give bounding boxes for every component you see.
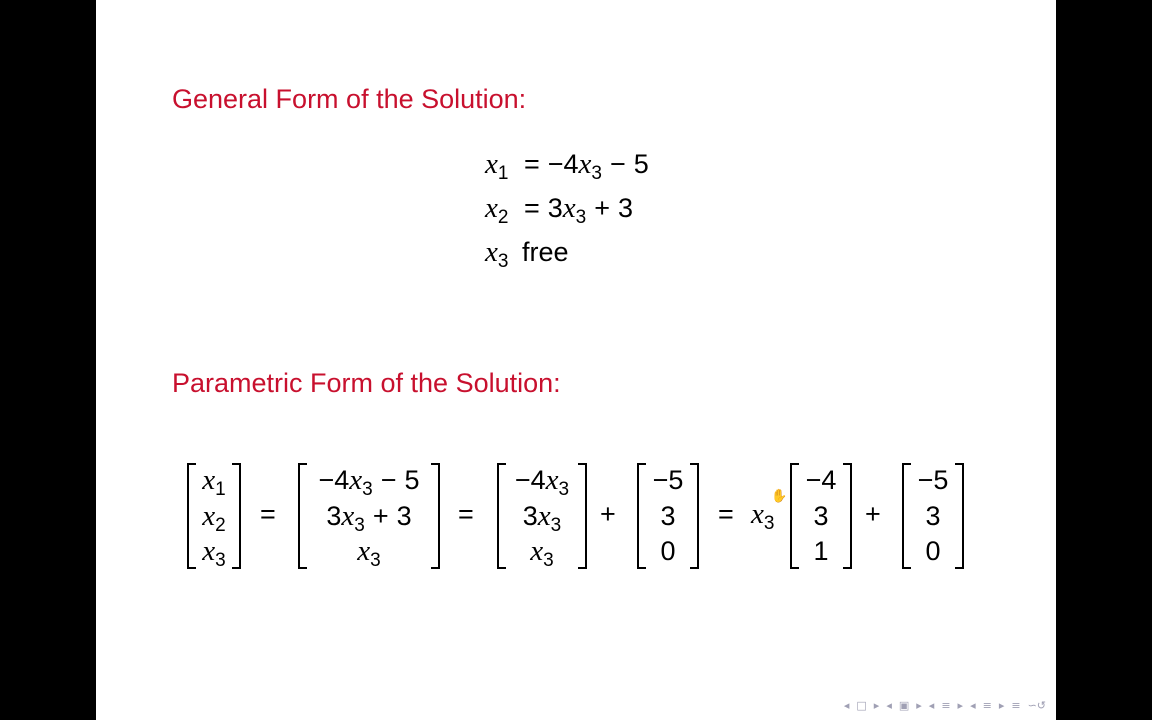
heading-parametric-form: Parametric Form of the Solution: — [172, 368, 561, 398]
equals-sign: = — [458, 499, 474, 529]
constant: 5 — [633, 149, 649, 179]
prev-part-icon[interactable]: ◂ — [970, 699, 976, 712]
matrix-general-solution: $-4x_3 - 5$ $3x_3 + 3$ $x_3$ — [298, 463, 440, 569]
matrix-particular-vector: −5 3 0 — [902, 463, 964, 569]
prev-subsection-icon[interactable]: ◂ — [886, 699, 892, 712]
scalar-x3: $x_3$ — [751, 498, 775, 534]
equation-line-2 — [485, 192, 633, 229]
equation-line-1 — [485, 148, 649, 185]
frame-icon[interactable]: □ — [856, 699, 867, 712]
coefficient: 3 — [547, 193, 563, 223]
navigation-bar — [844, 699, 1046, 712]
next-part-icon[interactable]: ▸ — [998, 699, 1005, 712]
matrix-x3-terms: $-4x_3$ $3x_3$ $x_3$ — [497, 463, 587, 569]
var-x1: $x_1$ — [485, 148, 509, 184]
heading-general-form: General Form of the Solution: — [172, 84, 527, 114]
var-x3: $x_3$ — [562, 192, 587, 228]
var-x3: $x_3$ — [485, 236, 509, 272]
align-icon[interactable]: ≡ — [1011, 699, 1021, 712]
equation-line-3 — [485, 236, 569, 273]
var-x3: $x_3$ — [578, 148, 602, 184]
prev-frame-icon[interactable]: ◂ — [843, 699, 850, 712]
operator: + — [594, 193, 611, 223]
slide — [96, 0, 1056, 720]
plus-sign: + — [600, 499, 616, 529]
next-subsection-icon[interactable]: ▸ — [916, 699, 922, 712]
matrix-constants: −5 3 0 — [637, 463, 699, 569]
section-icon[interactable]: ≡ — [941, 699, 951, 712]
search-icon[interactable]: ∽↺ — [1027, 699, 1046, 712]
part-icon[interactable]: ≡ — [982, 699, 992, 712]
equals-sign: = — [718, 499, 734, 529]
equals-sign: = — [523, 149, 540, 179]
equals-sign: = — [260, 499, 276, 529]
equals-sign: = — [523, 193, 540, 223]
next-section-icon[interactable]: ▸ — [957, 699, 964, 712]
plus-sign: + — [865, 499, 881, 529]
var-x2: $x_2$ — [485, 192, 509, 228]
prev-section-icon[interactable]: ◂ — [928, 699, 935, 712]
constant: 3 — [618, 193, 634, 223]
subsection-icon[interactable]: ▣ — [898, 699, 910, 712]
matrix-direction-vector: −4 3 1 — [790, 463, 852, 569]
matrix-variables: $x_1$ $x_2$ $x_3$ — [187, 463, 241, 569]
hand-cursor-icon: ✋ — [771, 488, 788, 503]
next-frame-icon[interactable]: ▸ — [873, 699, 880, 712]
free-label: free — [521, 237, 569, 267]
operator: − — [610, 149, 626, 179]
coefficient: −4 — [547, 149, 579, 179]
